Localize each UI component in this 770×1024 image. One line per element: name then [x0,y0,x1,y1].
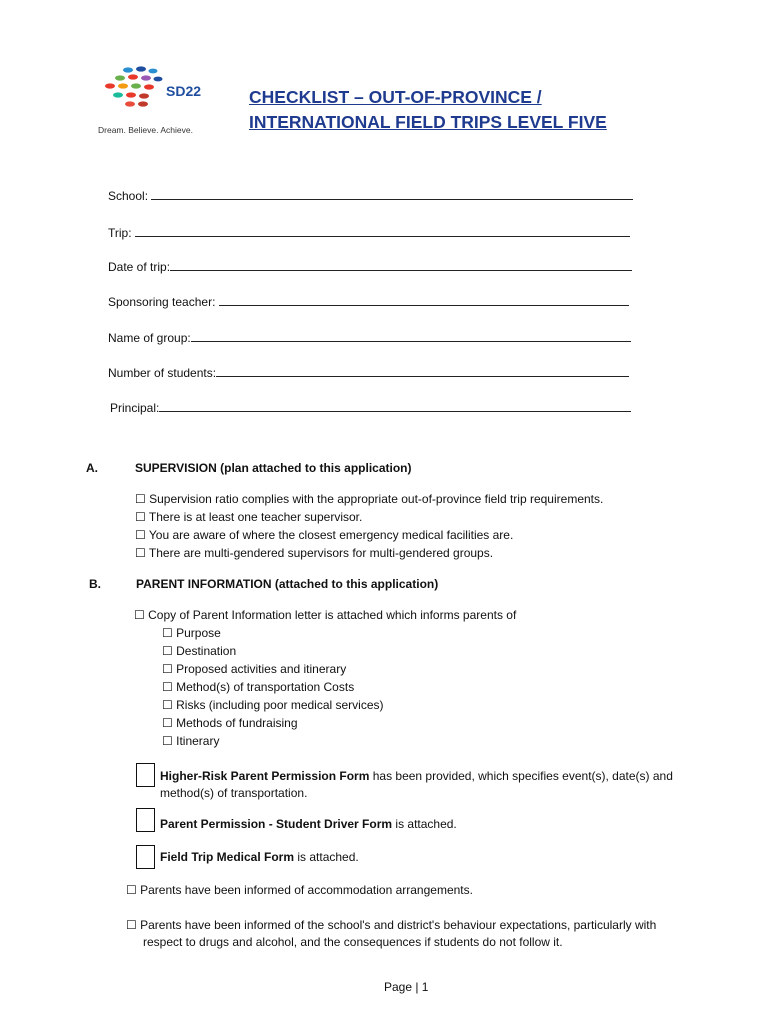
checkbox-icon[interactable]: ☐ [126,883,137,897]
sub-checklist-item[interactable]: ☐ Itinerary [162,734,220,748]
checklist-item[interactable]: ☐ Copy of Parent Information letter is attached which informs parents of [134,608,517,622]
checkbox-icon[interactable]: ☐ [162,680,173,694]
sub-checklist-item[interactable]: ☐ Risks (including poor medical services) [162,698,384,712]
principal-input-line[interactable] [159,400,631,412]
field-date-of-trip [108,259,632,274]
sub-checklist-item[interactable]: ☐ Destination [162,644,237,658]
title-line-1: CHECKLIST – OUT-OF-PROVINCE / [249,87,542,107]
page-number: Page | 1 [384,980,429,994]
checkbox-icon[interactable]: ☐ [162,644,173,658]
checklist-item[interactable]: ☐ You are aware of where the closest emergency medical facilities are. [135,528,514,542]
field-name-of-group [108,330,631,345]
title-line-2: INTERNATIONAL FIELD TRIPS LEVEL FIVE [249,112,607,132]
medical-form-item: Field Trip Medical Form is attached. [160,850,359,864]
document-title [249,85,607,135]
checkbox-icon[interactable]: ☐ [135,492,146,506]
sub-checklist-item[interactable]: ☐ Proposed activities and itinerary [162,662,347,676]
sd22-logo [100,64,210,124]
checklist-item[interactable]: ☐ Parents have been informed of the school's and district's behaviour expectations, particularly with respect to drugs and alcohol, and the consequences if students do not follow it. [126,918,657,949]
number-of-students-input-line[interactable] [216,365,629,377]
checkbox-icon[interactable]: ☐ [126,918,137,932]
field-label: School: [108,189,149,203]
checkbox-icon[interactable]: ☐ [162,626,173,640]
field-school [108,188,633,203]
checklist-item[interactable]: ☐ Parents have been informed of accommodation arrangements. [126,883,473,897]
checkbox-icon[interactable]: ☐ [162,662,173,676]
medical-form-checkbox[interactable] [136,845,155,869]
sub-checklist-item[interactable]: ☐ Method(s) of transportation Costs [162,680,355,694]
higher-risk-form-checkbox[interactable] [136,763,155,787]
checkbox-icon[interactable]: ☐ [134,608,145,622]
field-number-of-students [108,365,629,380]
field-label: Name of group: [108,331,191,345]
school-input-line[interactable] [151,188,633,200]
logo-tagline: Dream. Believe. Achieve. [98,125,193,135]
field-label: Principal: [110,401,160,415]
date-input-line[interactable] [170,259,632,271]
section-b-heading: PARENT INFORMATION (attached to this application) [136,577,439,591]
field-principal [110,400,631,415]
checkbox-icon[interactable]: ☐ [135,528,146,542]
section-a-heading: SUPERVISION (plan attached to this application) [135,461,412,475]
sub-checklist-item[interactable]: ☐ Purpose [162,626,221,640]
field-label: Trip: [108,226,132,240]
student-driver-form-item: Parent Permission - Student Driver Form is attached. [160,817,457,831]
checkbox-icon[interactable]: ☐ [162,716,173,730]
field-label: Date of trip: [108,260,171,274]
field-trip [108,225,630,240]
section-a-letter: A. [86,461,98,475]
field-label: Sponsoring teacher: [108,295,216,309]
field-sponsoring-teacher [108,294,629,309]
group-name-input-line[interactable] [191,330,631,342]
field-label: Number of students: [108,366,217,380]
sponsoring-teacher-input-line[interactable] [219,294,629,306]
higher-risk-form-item: Higher-Risk Parent Permission Form has been provided, which specifies event(s), date(s) and method(s) of transportation. [160,769,673,800]
checkbox-icon[interactable]: ☐ [135,510,146,524]
checklist-item[interactable]: ☐ Supervision ratio complies with the appropriate out-of-province field trip requirements. [135,492,604,506]
section-b-letter: B. [89,577,101,591]
checkbox-icon[interactable]: ☐ [162,734,173,748]
logo-dots-graphic [100,64,166,112]
trip-input-line[interactable] [135,225,630,237]
sub-checklist-item[interactable]: ☐ Methods of fundraising [162,716,298,730]
logo-text: SD22 [166,83,202,99]
checklist-item[interactable]: ☐ There are multi-gendered supervisors for multi-gendered groups. [135,546,494,560]
checkbox-icon[interactable]: ☐ [162,698,173,712]
checklist-item[interactable]: ☐ There is at least one teacher supervisor. [135,510,363,524]
student-driver-form-checkbox[interactable] [136,808,155,832]
checkbox-icon[interactable]: ☐ [135,546,146,560]
